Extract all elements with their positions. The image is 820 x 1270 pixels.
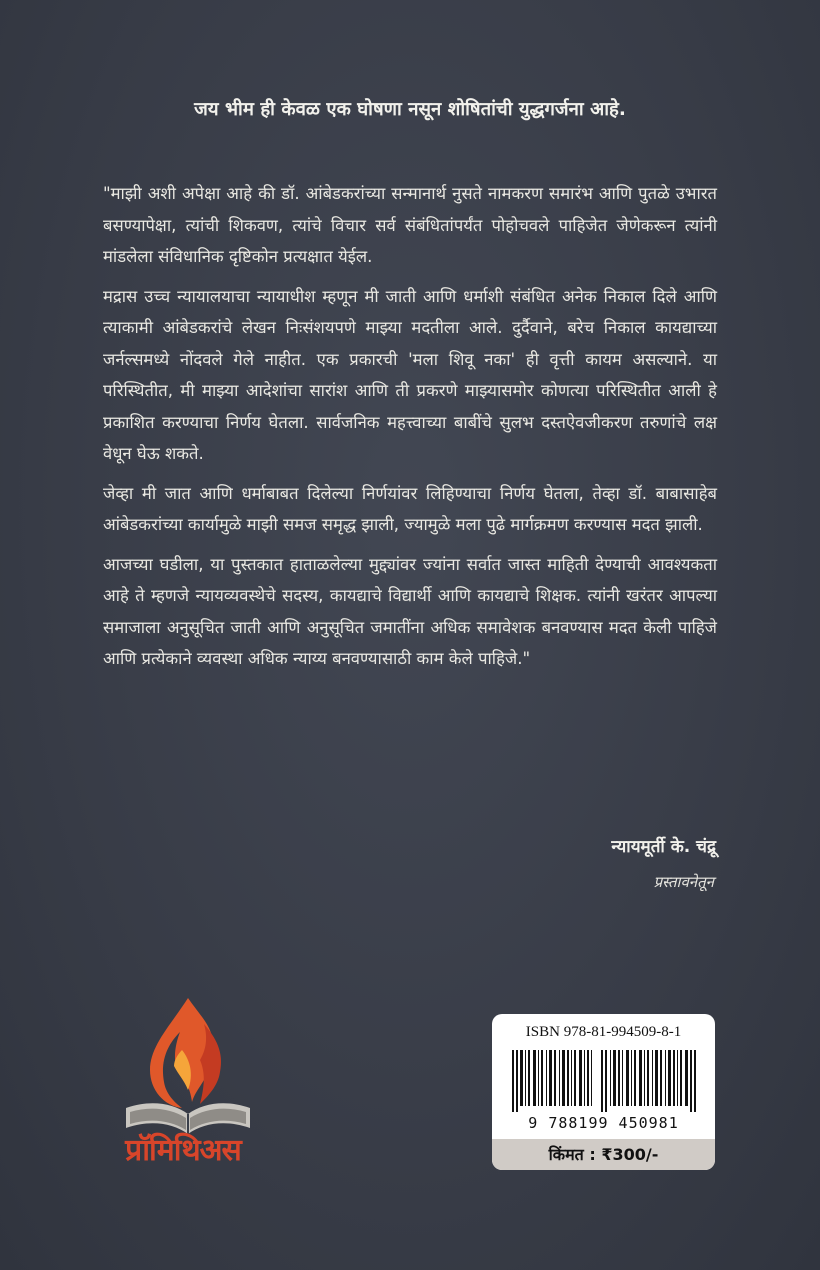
barcode-box <box>492 1014 715 1170</box>
barcode-digits: 9 788199 450981 <box>528 1114 679 1132</box>
paragraph: जेव्हा मी जात आणि धर्माबाबत दिलेल्या निर्णयांवर लिहिण्याचा निर्णय घेतला, तेव्हा डॉ. बाबासाहेब आंबेडकरांच्या कार्यामुळे माझी समज समृद्ध झाली, ज्यामुळे मला पुढे मार्गक्रमण करण्यास मदत झाली. <box>103 483 717 534</box>
isbn-label: ISBN 978-81-994509-8-1 <box>525 1024 682 1040</box>
attribution-source: प्रस्तावनेतून <box>653 873 714 891</box>
blurb-text <box>103 178 717 683</box>
price-label: किंमत : ₹300/- <box>492 1139 715 1170</box>
paragraph: "माझी अशी अपेक्षा आहे की डॉ. आंबेडकरांच्या सन्मानार्थ नुसते नामकरण समारंभ आणि पुतळे उभारत बसण्यापेक्षा, त्यांची शिकवण, त्यांचे विचार सर्व संबंधितांपर्यंत पोहोचवले पाहिजेत जेणेकरून त्यांनी मांडलेला संविधानिक दृष्टिकोन प्रत्यक्षात येईल. <box>103 184 718 266</box>
barcode-icon <box>510 1050 698 1112</box>
paragraph: मद्रास उच्च न्यायालयाचा न्यायाधीश म्हणून मी जाती आणि धर्माशी संबंधित अनेक निकाल दिले आणि त्याकामी आंबेडकरांचे लेखन निःसंशयपणे माझ्या मदतीला आले. दुर्दैवाने, बरेच निकाल कायद्याच्या जर्नल्समध्ये नोंदवले गेले नाहीत. एक प्रकारची 'मला शिवू नका' ही वृत्ती कायम असल्याने. या परिस्थितीत, मी माझ्या आदेशांचा सारांश आणि ती प्रकरणे माझ्यासमोर कोणत्या परिस्थितीत आली हे प्रकाशित करण्याचा निर्णय घेतला. सार्वजनिक महत्त्वाच्या बाबींचे सुलभ दस्तऐवजीकरण तरुणांचे लक्ष वेधून घेऊ शकते. <box>103 286 717 463</box>
publisher-name: प्रॉमिथिअस <box>125 1133 241 1168</box>
paragraph: आजच्या घडीला, या पुस्तकात हाताळलेल्या मुद्द्यांवर ज्यांना सर्वात जास्त माहिती देण्याची आवश्यकता आहे ते म्हणजे न्यायव्यवस्थेचे सदस्य, कायद्याचे विद्यार्थी आणि कायद्याचे शिक्षक. त्यांनी खरंतर आपल्या समाजाला अनुसूचित जाती आणि अनुसूचित जमातींना अधिक समावेशक बनवण्यास मदत केली पाहिजे आणि प्रत्येकाने व्यवस्था अधिक न्याय्य बनवण्यासाठी काम केले पाहिजे." <box>103 554 717 668</box>
tagline: जय भीम ही केवळ एक घोषणा नसून शोषितांची युद्धगर्जना आहे. <box>194 99 626 120</box>
attribution-name: न्यायमूर्ती के. चंद्रू <box>611 837 716 857</box>
